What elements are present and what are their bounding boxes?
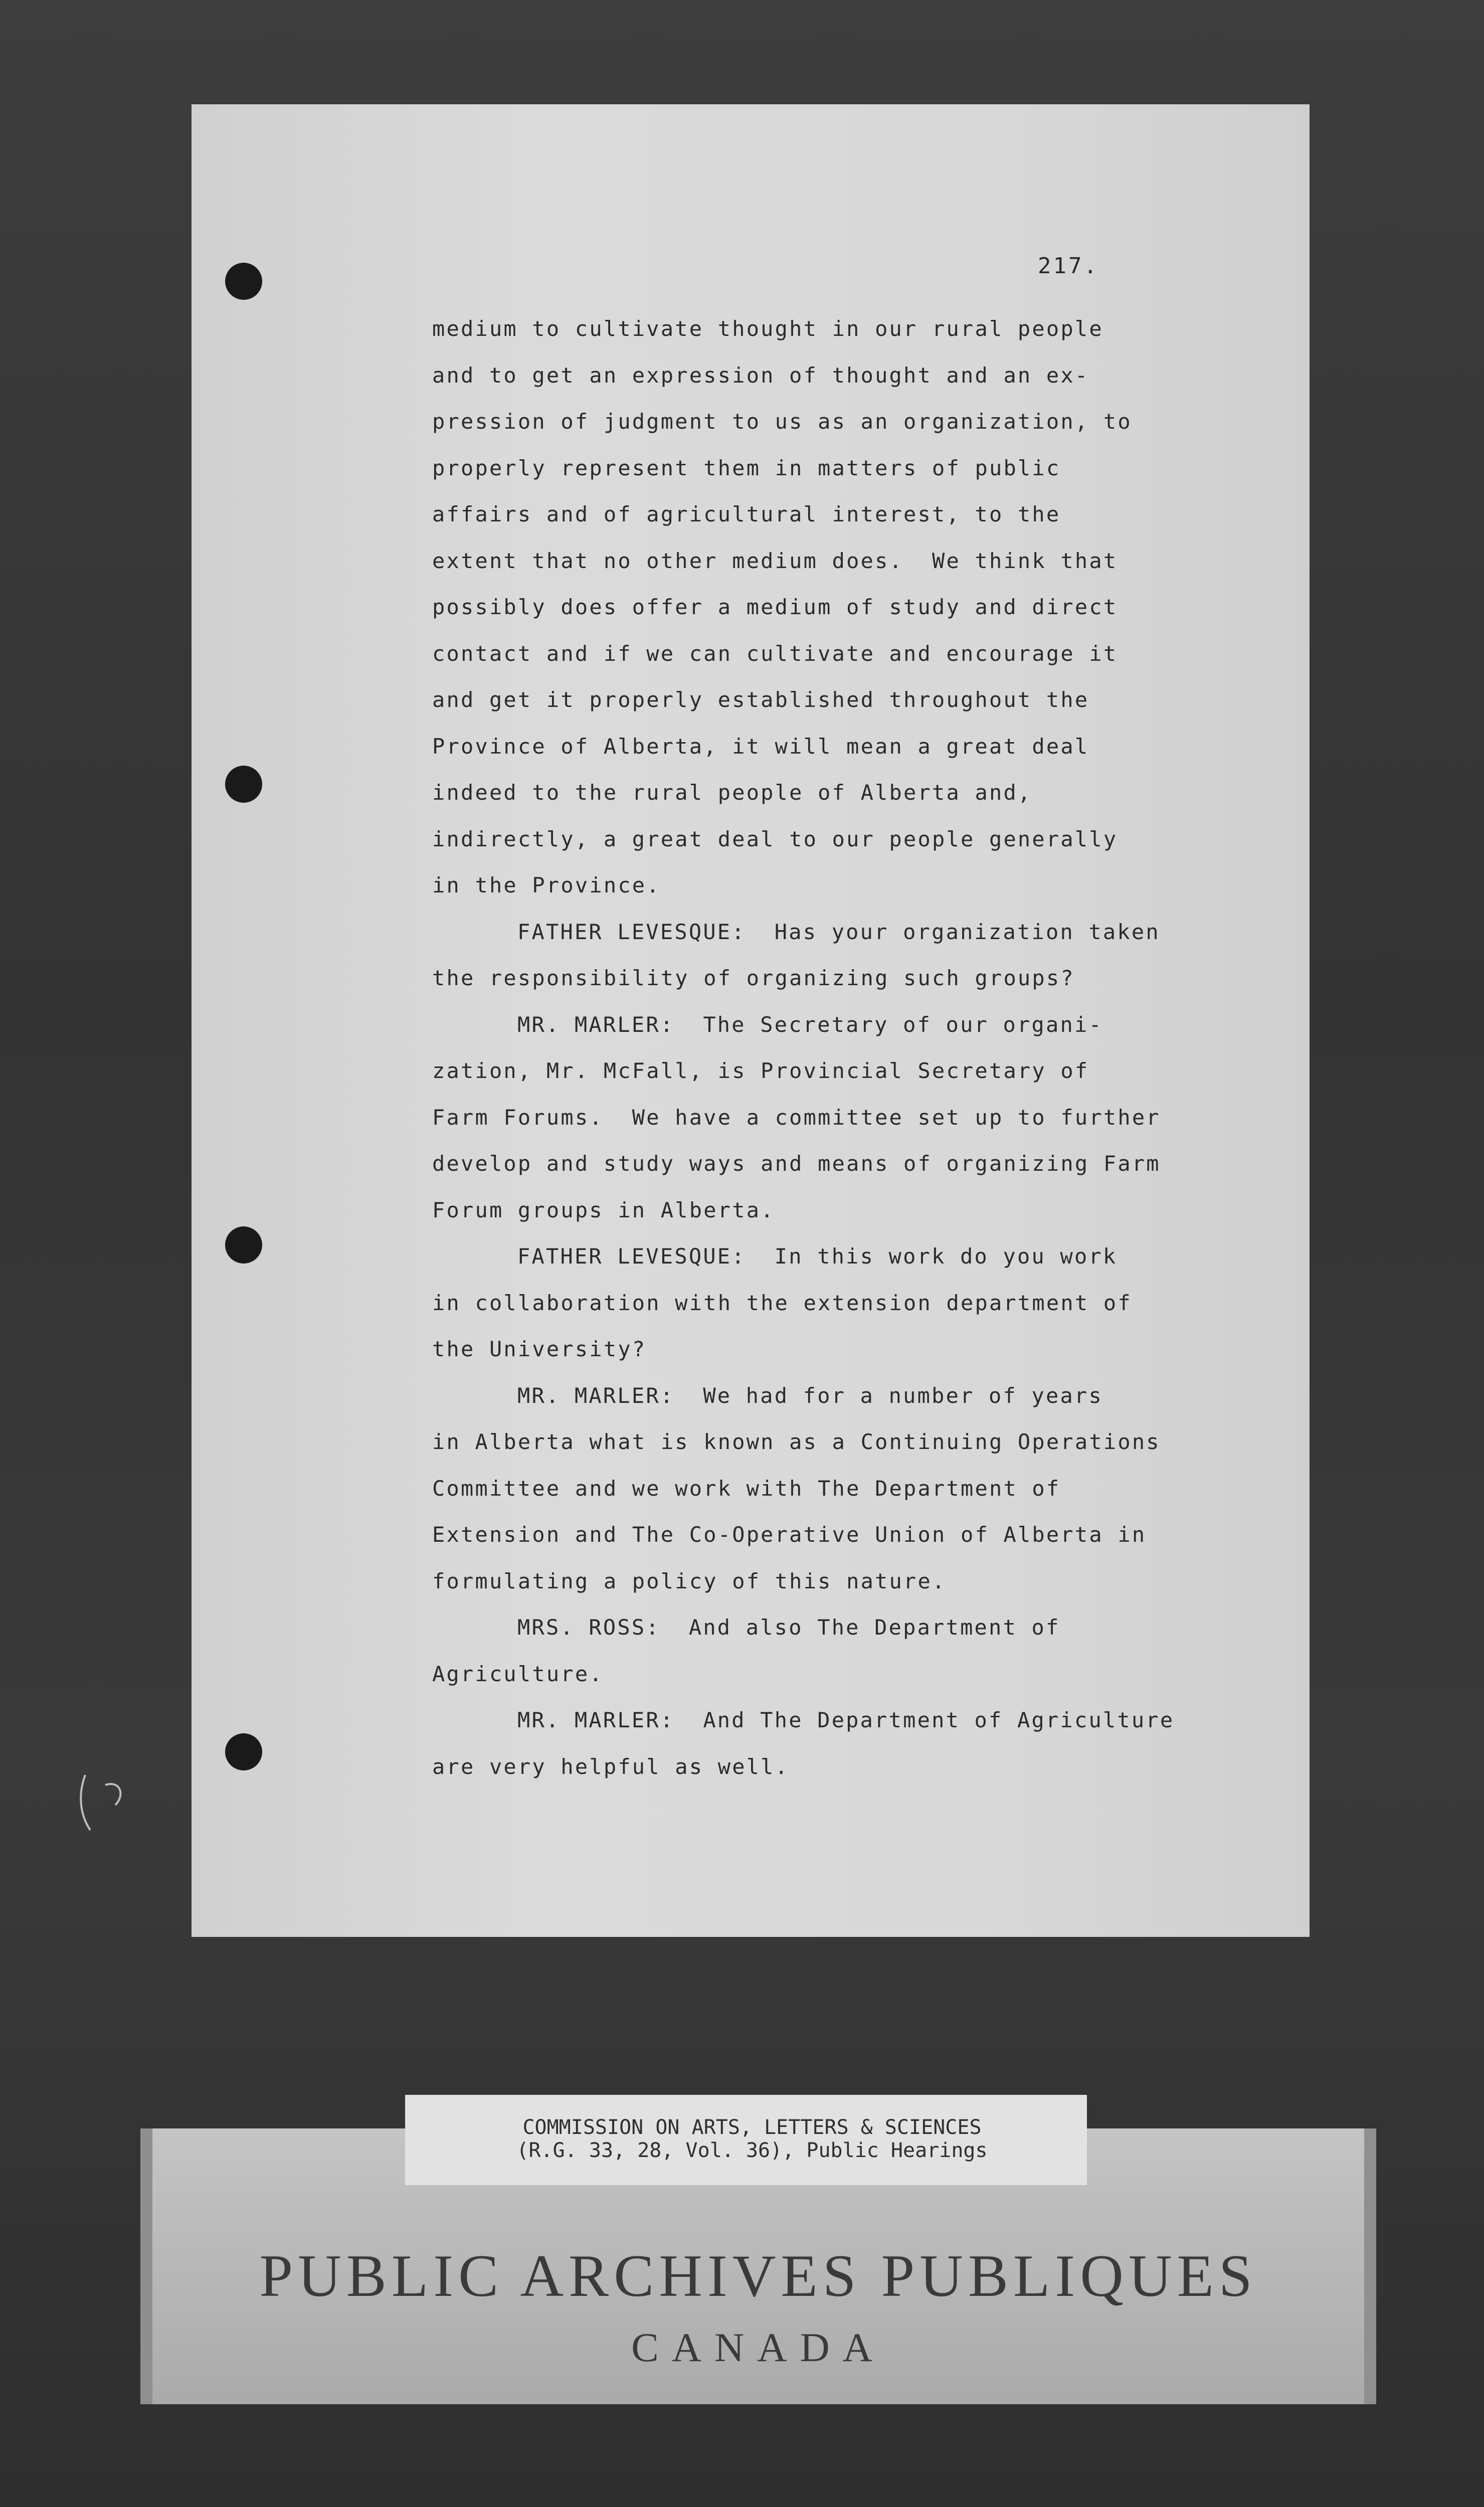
- transcript-line: in Alberta what is known as a Continuing Operations: [432, 1429, 1161, 1454]
- transcript-line: develop and study ways and means of organizing Farm: [432, 1151, 1161, 1176]
- transcript-line: pression of judgment to us as an organization, to: [432, 409, 1132, 434]
- transcript-line: contact and if we can cultivate and encourage it: [432, 641, 1118, 666]
- transcript-line: Committee and we work with The Department of: [432, 1476, 1061, 1501]
- transcript-body: [432, 306, 1175, 1790]
- archives-title: PUBLIC ARCHIVES PUBLIQUES: [259, 2242, 1257, 2309]
- margin-mark: [75, 1765, 165, 1855]
- transcript-line: Extension and The Co-Operative Union of Alberta in: [432, 1522, 1147, 1547]
- page-number: 217.: [1038, 253, 1099, 279]
- transcript-line: indeed to the rural people of Alberta and,: [432, 780, 1032, 805]
- transcript-line: possibly does offer a medium of study and direct: [432, 595, 1118, 619]
- transcript-line: are very helpful as well.: [432, 1754, 790, 1779]
- transcript-line: and to get an expression of thought and an ex-: [432, 363, 1089, 388]
- transcript-line: Province of Alberta, it will mean a great deal: [432, 734, 1089, 759]
- archive-tag-text: [471, 2116, 1033, 2162]
- punch-hole-1: [225, 263, 262, 300]
- transcript-line: formulating a policy of this nature.: [432, 1568, 947, 1593]
- transcript-line: indirectly, a great deal to our people generally: [432, 826, 1118, 851]
- transcript-line: FATHER LEVESQUE: In this work do you work: [517, 1244, 1118, 1269]
- transcript-line: Farm Forums. We have a committee set up to further: [432, 1105, 1161, 1130]
- transcript-line: the University?: [432, 1337, 647, 1361]
- transcript-line: MRS. ROSS: And also The Department of: [517, 1615, 1060, 1640]
- punch-hole-2: [225, 766, 262, 803]
- transcript-line: zation, Mr. McFall, is Provincial Secretary of: [432, 1058, 1089, 1083]
- archive-tag-line1: COMMISSION ON ARTS, LETTERS & SCIENCES: [522, 2116, 982, 2139]
- transcript-line: Agriculture.: [432, 1661, 604, 1686]
- transcript-line: in collaboration with the extension department of: [432, 1290, 1132, 1315]
- transcript-line: Forum groups in Alberta.: [432, 1197, 775, 1222]
- archives-subtitle: CANADA: [631, 2324, 885, 2370]
- transcript-line: properly represent them in matters of public: [432, 455, 1061, 480]
- transcript-line: and get it properly established throughout the: [432, 687, 1089, 712]
- transcript-line: MR. MARLER: The Secretary of our organi-: [517, 1012, 1103, 1037]
- transcript-line: FATHER LEVESQUE: Has your organization taken: [517, 919, 1160, 944]
- transcript-line: MR. MARLER: And The Department of Agriculture: [517, 1708, 1175, 1732]
- transcript-line: the responsibility of organizing such groups?: [432, 966, 1075, 990]
- punch-hole-3: [225, 1226, 262, 1264]
- transcript-line: MR. MARLER: We had for a number of years: [517, 1383, 1103, 1408]
- transcript-line: medium to cultivate thought in our rural people: [432, 316, 1103, 341]
- punch-hole-4: [225, 1733, 262, 1770]
- transcript-line: in the Province.: [432, 873, 661, 898]
- transcript-line: extent that no other medium does. We think that: [432, 548, 1118, 573]
- archive-tag-line2: (R.G. 33, 28, Vol. 36), Public Hearings: [516, 2139, 988, 2162]
- transcript-line: affairs and of agricultural interest, to the: [432, 502, 1061, 526]
